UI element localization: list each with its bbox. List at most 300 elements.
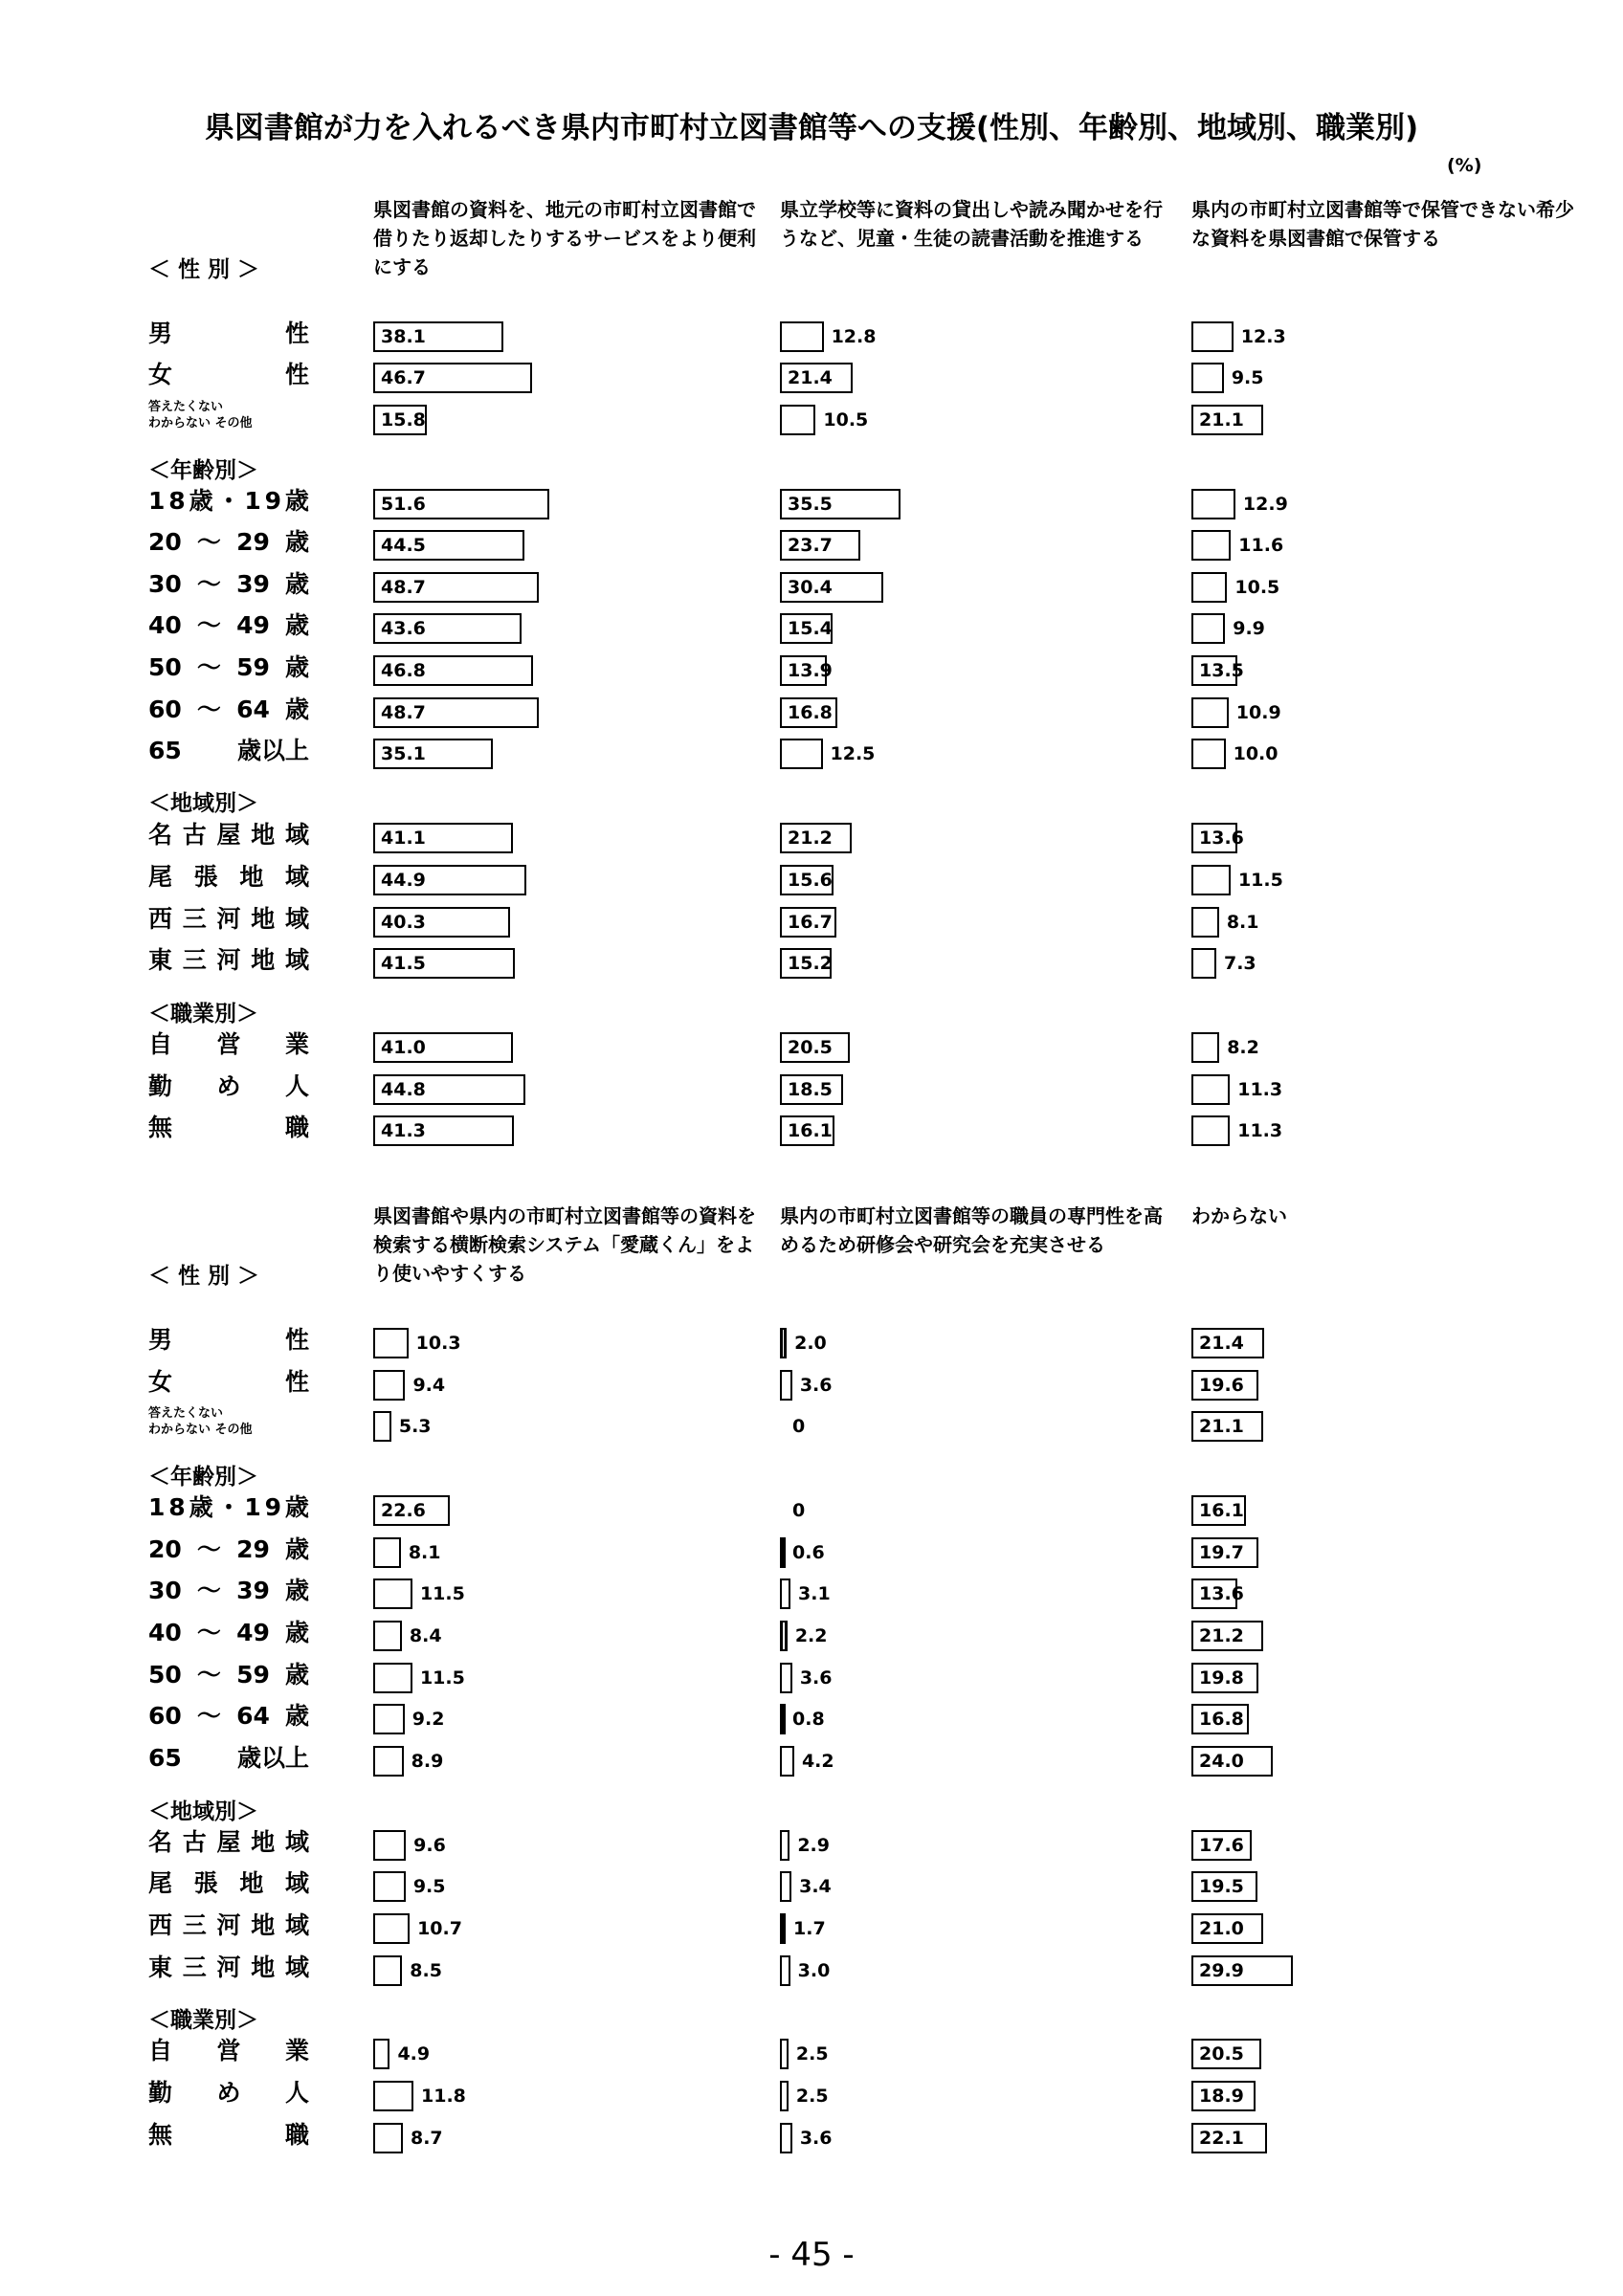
value-label-s5-r11: 19.5 (1199, 1876, 1244, 1897)
row-label-part: 西 (148, 1911, 173, 1939)
row-label-part: 50 (148, 653, 182, 681)
value-label-s4-r10: 2.9 (797, 1835, 830, 1856)
value-label-s4-r12: 1.7 (793, 1918, 826, 1939)
row-label-part: 64 (236, 1702, 270, 1730)
bar-s4-r0 (780, 1328, 787, 1358)
group-label-region-top: ＜地域別＞ (148, 791, 258, 816)
row-label-part: 20 (148, 528, 182, 556)
row-label-part: 職 (284, 2121, 309, 2149)
row-label-part: 性 (284, 1326, 309, 1354)
value-label-s5-r16: 22.1 (1199, 2128, 1244, 2149)
value-label-s0-r13: 41.5 (381, 953, 426, 974)
bar-s3-r10 (373, 1830, 406, 1861)
row-label-part: 40 (148, 1619, 182, 1646)
bar-s2-r3 (1191, 489, 1235, 519)
group-label-region-bottom: ＜地域別＞ (148, 1799, 258, 1824)
value-label-s0-r8: 48.7 (381, 702, 426, 723)
row-label-part: 59 (236, 1661, 270, 1689)
row-label-part: 古 (182, 1828, 207, 1856)
row-label-line: わからない その他 (148, 416, 253, 430)
value-label-s4-r11: 3.4 (799, 1876, 832, 1897)
row-label-part: 東 (148, 946, 173, 974)
row-label-part: 無 (148, 2121, 173, 2149)
value-label-s2-r15: 11.3 (1237, 1079, 1283, 1100)
value-label-s1-r9: 12.5 (830, 743, 876, 764)
row-label-part: 地 (251, 1911, 276, 1939)
value-label-s1-r7: 13.9 (788, 660, 833, 681)
row-label-part: め (216, 2079, 241, 2107)
row-label-part: 39 (236, 570, 270, 598)
value-label-s0-r16: 41.3 (381, 1120, 426, 1141)
value-label-s4-r2: 0 (792, 1416, 806, 1437)
bar-s3-r2 (373, 1411, 391, 1442)
value-label-s0-r9: 35.1 (381, 743, 426, 764)
row-label-part: 歳 (189, 487, 213, 515)
value-label-s2-r11: 11.5 (1237, 870, 1283, 891)
row-label-top-16 (148, 1114, 309, 1142)
row-label-part: 歳 (284, 653, 309, 681)
value-label-s1-r5: 30.4 (788, 577, 833, 598)
row-label-part: 勤 (148, 2079, 173, 2107)
column-header-4: 県内の市町村立図書館等の職員の専門性を高めるため研修会や研究会を充実させる (780, 1204, 1163, 1256)
row-label-top-11 (148, 863, 309, 892)
row-label-part: 8 (168, 487, 186, 515)
row-label-part: 65 (148, 1744, 182, 1772)
row-label-part: ～ (196, 1619, 221, 1646)
column-header-5: わからない (1191, 1204, 1287, 1227)
row-label-part: 9 (264, 1493, 282, 1521)
value-label-s0-r15: 44.8 (381, 1079, 426, 1100)
value-label-s1-r6: 15.4 (788, 618, 833, 639)
row-label-part: 地 (251, 821, 276, 849)
value-label-s3-r14: 4.9 (397, 2043, 431, 2064)
bar-s4-r13 (780, 1955, 790, 1986)
value-label-s3-r0: 10.3 (415, 1333, 461, 1354)
row-label-part: 65 (148, 737, 182, 764)
row-label-part: 歳 (284, 1493, 309, 1521)
bar-s4-r9 (780, 1746, 794, 1777)
row-label-part: 屋 (216, 1828, 241, 1856)
bar-s3-r15 (373, 2081, 413, 2111)
value-label-s0-r1: 46.7 (381, 367, 426, 388)
row-label-part: 女 (148, 361, 173, 388)
row-label-part: 域 (284, 863, 309, 891)
row-label-bottom-12 (148, 1911, 309, 1940)
value-label-s5-r8: 16.8 (1199, 1709, 1244, 1730)
row-label-part: 地 (251, 946, 276, 974)
row-label-part: ～ (196, 528, 221, 556)
bar-s4-r16 (780, 2123, 792, 2153)
row-label-part: 40 (148, 611, 182, 639)
value-label-s4-r5: 3.1 (798, 1583, 831, 1604)
value-label-s4-r1: 3.6 (799, 1375, 833, 1396)
bar-s2-r5 (1191, 572, 1227, 603)
row-label-bottom-15 (148, 2079, 309, 2108)
row-label-part: 三 (182, 946, 207, 974)
value-label-s5-r14: 20.5 (1199, 2043, 1244, 2064)
bar-s2-r4 (1191, 530, 1231, 561)
row-label-part: 尾 (148, 863, 173, 891)
row-label-top-10 (148, 821, 309, 850)
value-label-s3-r4: 8.1 (408, 1542, 441, 1563)
row-label-top-0 (148, 320, 309, 348)
bar-s2-r15 (1191, 1074, 1230, 1105)
page-number: - 45 - (768, 2236, 855, 2274)
group-label-occupation-top: ＜職業別＞ (148, 1002, 258, 1027)
page-title: 県図書館が力を入れるべき県内市町村立図書館等への支援(性別、年齢別、地域別、職業別) (204, 111, 1419, 145)
value-label-s5-r5: 13.6 (1199, 1583, 1244, 1604)
row-label-top-5 (148, 570, 309, 599)
value-label-s5-r7: 19.8 (1199, 1667, 1244, 1689)
column-header-3: 県図書館や県内の市町村立図書館等の資料を検索する横断検索システム「愛蔵くん」をより使いやすくする (373, 1204, 756, 1285)
row-label-part: 張 (193, 1869, 218, 1897)
bar-s3-r4 (373, 1537, 401, 1568)
row-label-part: 歳 (284, 1535, 309, 1563)
row-label-top-2 (148, 399, 309, 431)
value-label-s5-r3: 16.1 (1199, 1500, 1244, 1521)
value-label-s3-r7: 11.5 (419, 1667, 465, 1689)
row-label-part: ～ (196, 695, 221, 723)
bar-s4-r12 (780, 1913, 786, 1944)
value-label-s0-r5: 48.7 (381, 577, 426, 598)
value-label-s3-r8: 9.2 (411, 1709, 445, 1730)
row-label-part: 歳 (284, 1577, 309, 1604)
bar-s4-r4 (780, 1537, 786, 1568)
row-label-part: 49 (236, 611, 270, 639)
value-label-s3-r13: 8.5 (410, 1960, 442, 1981)
row-label-part: 地 (239, 1869, 264, 1897)
row-label-part: 性 (284, 320, 309, 347)
row-label-part: 歳 (284, 695, 309, 723)
row-label-part: 女 (148, 1368, 173, 1396)
unit-label: (%) (1447, 155, 1482, 176)
value-label-s5-r13: 29.9 (1199, 1960, 1244, 1981)
row-label-top-15 (148, 1072, 309, 1101)
row-label-part: 1 (244, 487, 261, 515)
bar-s2-r12 (1191, 907, 1219, 938)
value-label-s2-r0: 12.3 (1240, 326, 1286, 347)
row-label-bottom-8 (148, 1702, 309, 1731)
value-label-s5-r15: 18.9 (1199, 2086, 1244, 2107)
value-label-s4-r13: 3.0 (797, 1960, 831, 1981)
bar-s2-r16 (1191, 1115, 1230, 1146)
group-label-occupation-bottom: ＜職業別＞ (148, 2008, 258, 2033)
row-label-bottom-4 (148, 1535, 309, 1564)
value-label-s2-r10: 13.6 (1199, 828, 1244, 849)
row-label-part: 49 (236, 1619, 270, 1646)
value-label-s0-r10: 41.1 (381, 828, 426, 849)
row-label-part: 地 (251, 905, 276, 933)
row-label-part: 歳 (284, 528, 309, 556)
value-label-s3-r9: 8.9 (411, 1751, 444, 1772)
row-label-top-12 (148, 905, 309, 934)
value-label-s5-r6: 21.2 (1199, 1625, 1244, 1646)
value-label-s5-r10: 17.6 (1199, 1835, 1244, 1856)
value-label-s0-r4: 44.5 (381, 535, 426, 556)
row-label-part: 域 (284, 1954, 309, 1981)
value-label-s3-r16: 8.7 (410, 2128, 443, 2149)
bar-s4-r8 (780, 1704, 786, 1734)
row-label-part: 60 (148, 695, 182, 723)
value-label-s2-r5: 10.5 (1234, 577, 1280, 598)
value-label-s1-r1: 21.4 (788, 367, 833, 388)
row-label-part: 歳 (284, 1619, 309, 1646)
row-label-part: 歳以上 (236, 737, 309, 764)
value-label-s1-r4: 23.7 (788, 535, 833, 556)
row-label-top-14 (148, 1030, 309, 1059)
row-label-top-8 (148, 695, 309, 724)
bar-s3-r0 (373, 1328, 409, 1358)
bar-s3-r1 (373, 1370, 405, 1401)
row-label-part: 59 (236, 653, 270, 681)
column-header-0: 県図書館の資料を、地元の市町村立図書館で借りたり返却したりするサービスをより便利にする (373, 198, 756, 278)
row-label-part: 歳 (284, 1661, 309, 1689)
row-label-bottom-6 (148, 1619, 309, 1647)
row-label-top-7 (148, 653, 309, 682)
bar-s1-r2 (780, 405, 815, 435)
group-label-age-bottom: ＜年齢別＞ (148, 1465, 258, 1490)
value-label-s3-r2: 5.3 (398, 1416, 432, 1437)
value-label-s1-r13: 15.2 (788, 953, 833, 974)
value-label-s3-r10: 9.6 (413, 1835, 446, 1856)
row-label-part: 歳 (284, 611, 309, 639)
row-label-part: 西 (148, 905, 173, 933)
row-label-part: 職 (284, 1114, 309, 1141)
bar-s4-r14 (780, 2039, 789, 2069)
row-label-part: 営 (216, 1030, 241, 1058)
bar-s4-r5 (780, 1578, 790, 1609)
row-label-bottom-10 (148, 1828, 309, 1857)
bar-s2-r6 (1191, 613, 1225, 644)
row-label-part: 営 (216, 2037, 241, 2064)
row-label-part: め (216, 1072, 241, 1100)
value-label-s5-r1: 19.6 (1199, 1375, 1244, 1396)
row-label-part: 地 (251, 1954, 276, 1981)
bar-s2-r13 (1191, 948, 1216, 979)
row-label-part: 地 (251, 1828, 276, 1856)
bar-s1-r9 (780, 739, 823, 769)
value-label-s2-r16: 11.3 (1237, 1120, 1283, 1141)
row-label-part: 域 (284, 1911, 309, 1939)
value-label-s4-r4: 0.6 (792, 1542, 825, 1563)
value-label-s1-r8: 16.8 (788, 702, 833, 723)
value-label-s4-r6: 2.2 (794, 1625, 828, 1646)
value-label-s0-r11: 44.9 (381, 870, 426, 891)
bar-s2-r1 (1191, 363, 1224, 393)
row-label-part: 名 (148, 821, 173, 849)
value-label-s2-r12: 8.1 (1226, 912, 1259, 933)
row-label-part: 域 (284, 1869, 309, 1897)
value-label-s4-r8: 0.8 (792, 1709, 825, 1730)
value-label-s2-r14: 8.2 (1227, 1037, 1259, 1058)
value-label-s0-r12: 40.3 (381, 912, 426, 933)
value-label-s2-r9: 10.0 (1233, 743, 1278, 764)
bar-s1-r0 (780, 321, 824, 352)
row-label-part: 20 (148, 1535, 182, 1563)
value-label-s5-r4: 19.7 (1199, 1542, 1244, 1563)
value-label-s5-r2: 21.1 (1199, 1416, 1244, 1437)
bar-s2-r0 (1191, 321, 1234, 352)
value-label-s1-r16: 16.1 (788, 1120, 833, 1141)
row-label-part: 河 (216, 946, 241, 974)
bar-s4-r1 (780, 1370, 792, 1401)
row-label-part: 河 (216, 1911, 241, 1939)
value-label-s4-r15: 2.5 (795, 2086, 829, 2107)
row-label-part: 域 (284, 821, 309, 849)
value-label-s2-r13: 7.3 (1223, 953, 1256, 974)
row-label-part: ～ (196, 653, 221, 681)
value-label-s4-r9: 4.2 (801, 1751, 834, 1772)
row-label-part: 河 (216, 1954, 241, 1981)
value-label-s0-r6: 43.6 (381, 618, 426, 639)
row-label-part: 歳以上 (236, 1744, 309, 1772)
row-label-part: ・ (216, 1493, 241, 1521)
row-label-part: 30 (148, 1577, 182, 1604)
row-label-top-6 (148, 611, 309, 640)
row-label-part: 河 (216, 905, 241, 933)
value-label-s3-r11: 9.5 (412, 1876, 446, 1897)
value-label-s0-r2: 15.8 (381, 409, 426, 430)
value-label-s4-r16: 3.6 (799, 2128, 833, 2149)
value-label-s1-r3: 35.5 (788, 494, 833, 515)
row-label-part: 1 (148, 487, 166, 515)
row-label-part: 域 (284, 946, 309, 974)
row-label-bottom-7 (148, 1661, 309, 1689)
column-header-2: 県内の市町村立図書館等で保管できない希少な資料を県図書館で保管する (1191, 198, 1574, 250)
value-label-s2-r1: 9.5 (1231, 367, 1264, 388)
row-label-part: 歳 (284, 487, 309, 515)
value-label-s2-r7: 13.5 (1199, 660, 1244, 681)
row-label-part: ～ (196, 1661, 221, 1689)
value-label-s1-r12: 16.7 (788, 912, 833, 933)
row-label-bottom-9 (148, 1744, 309, 1773)
row-label-part: 男 (148, 1326, 173, 1354)
row-label-part: 性 (284, 1368, 309, 1396)
bar-s3-r16 (373, 2123, 403, 2153)
bar-s2-r14 (1191, 1032, 1219, 1063)
value-label-s3-r5: 11.5 (419, 1583, 465, 1604)
row-label-bottom-0 (148, 1326, 309, 1355)
row-label-part: 歳 (284, 570, 309, 598)
value-label-s2-r8: 10.9 (1235, 702, 1281, 723)
row-label-part: 自 (148, 2037, 173, 2064)
row-label-top-9 (148, 737, 309, 765)
row-label-part: 8 (168, 1493, 186, 1521)
row-label-part: ～ (196, 1535, 221, 1563)
value-label-s0-r7: 46.8 (381, 660, 426, 681)
row-label-bottom-3 (148, 1493, 309, 1522)
value-label-s1-r10: 21.2 (788, 828, 833, 849)
row-label-part: 三 (182, 1954, 207, 1981)
bar-s2-r9 (1191, 739, 1226, 769)
row-label-part: ～ (196, 611, 221, 639)
row-label-part: 屋 (216, 821, 241, 849)
bar-s4-r10 (780, 1830, 789, 1861)
value-label-s4-r0: 2.0 (794, 1333, 827, 1354)
bar-s3-r13 (373, 1955, 402, 1986)
value-label-s3-r6: 8.4 (409, 1625, 442, 1646)
value-label-s1-r2: 10.5 (823, 409, 869, 430)
row-label-bottom-2 (148, 1405, 309, 1438)
bar-s3-r14 (373, 2039, 389, 2069)
value-label-s5-r12: 21.0 (1199, 1918, 1244, 1939)
row-label-part: 名 (148, 1828, 173, 1856)
bar-s3-r9 (373, 1746, 404, 1777)
row-label-part: 張 (193, 863, 218, 891)
row-label-part: 64 (236, 695, 270, 723)
value-label-s1-r11: 15.6 (788, 870, 833, 891)
group-label-age-top: ＜年齢別＞ (148, 458, 258, 483)
bar-s4-r7 (780, 1663, 792, 1693)
row-label-part: ～ (196, 570, 221, 598)
bar-s4-r11 (780, 1871, 791, 1902)
value-label-s1-r15: 18.5 (788, 1079, 833, 1100)
bar-s3-r12 (373, 1913, 410, 1944)
value-label-s0-r14: 41.0 (381, 1037, 426, 1058)
row-label-part: 古 (182, 821, 207, 849)
row-label-top-13 (148, 946, 309, 975)
row-label-part: 男 (148, 320, 173, 347)
bar-s4-r15 (780, 2081, 789, 2111)
row-label-part: 域 (284, 905, 309, 933)
row-label-part: 50 (148, 1661, 182, 1689)
row-label-part: 歳 (189, 1493, 213, 1521)
bar-s3-r11 (373, 1871, 406, 1902)
row-label-part: 域 (284, 1828, 309, 1856)
value-label-s2-r4: 11.6 (1238, 535, 1284, 556)
row-label-part: 30 (148, 570, 182, 598)
row-label-part: 1 (244, 1493, 261, 1521)
row-label-bottom-1 (148, 1368, 309, 1397)
row-label-part: 地 (239, 863, 264, 891)
row-label-bottom-13 (148, 1954, 309, 1982)
row-label-part: ～ (196, 1577, 221, 1604)
row-label-top-4 (148, 528, 309, 557)
row-label-part: 無 (148, 1114, 173, 1141)
row-label-part: 39 (236, 1577, 270, 1604)
bar-s3-r7 (373, 1663, 412, 1693)
value-label-s2-r6: 9.9 (1233, 618, 1265, 639)
value-label-s2-r2: 21.1 (1199, 409, 1244, 430)
row-label-part: 業 (284, 1030, 309, 1058)
value-label-s0-r0: 38.1 (381, 326, 426, 347)
row-label-bottom-16 (148, 2121, 309, 2150)
row-label-bottom-5 (148, 1577, 309, 1605)
row-label-part: 1 (148, 1493, 166, 1521)
value-label-s2-r3: 12.9 (1242, 494, 1288, 515)
value-label-s4-r3: 0 (792, 1500, 806, 1521)
row-label-top-1 (148, 361, 309, 389)
row-label-part: 歳 (284, 1702, 309, 1730)
row-label-part: 人 (284, 1072, 309, 1100)
row-label-part: 東 (148, 1954, 173, 1981)
row-label-part: ～ (196, 1702, 221, 1730)
bar-s4-r6 (780, 1621, 788, 1651)
row-label-part: 29 (236, 528, 270, 556)
value-label-s3-r1: 9.4 (412, 1375, 446, 1396)
row-label-line: 答えたくない (148, 1406, 224, 1421)
row-label-line: 答えたくない (148, 400, 224, 414)
value-label-s3-r12: 10.7 (417, 1918, 462, 1939)
bar-s3-r8 (373, 1704, 405, 1734)
bar-s3-r5 (373, 1578, 412, 1609)
bar-s2-r11 (1191, 865, 1231, 895)
value-label-s3-r3: 22.6 (381, 1500, 426, 1521)
row-label-part: 三 (182, 1911, 207, 1939)
row-label-part: 業 (284, 2037, 309, 2064)
row-label-part: 9 (264, 487, 282, 515)
bar-s2-r8 (1191, 697, 1229, 728)
